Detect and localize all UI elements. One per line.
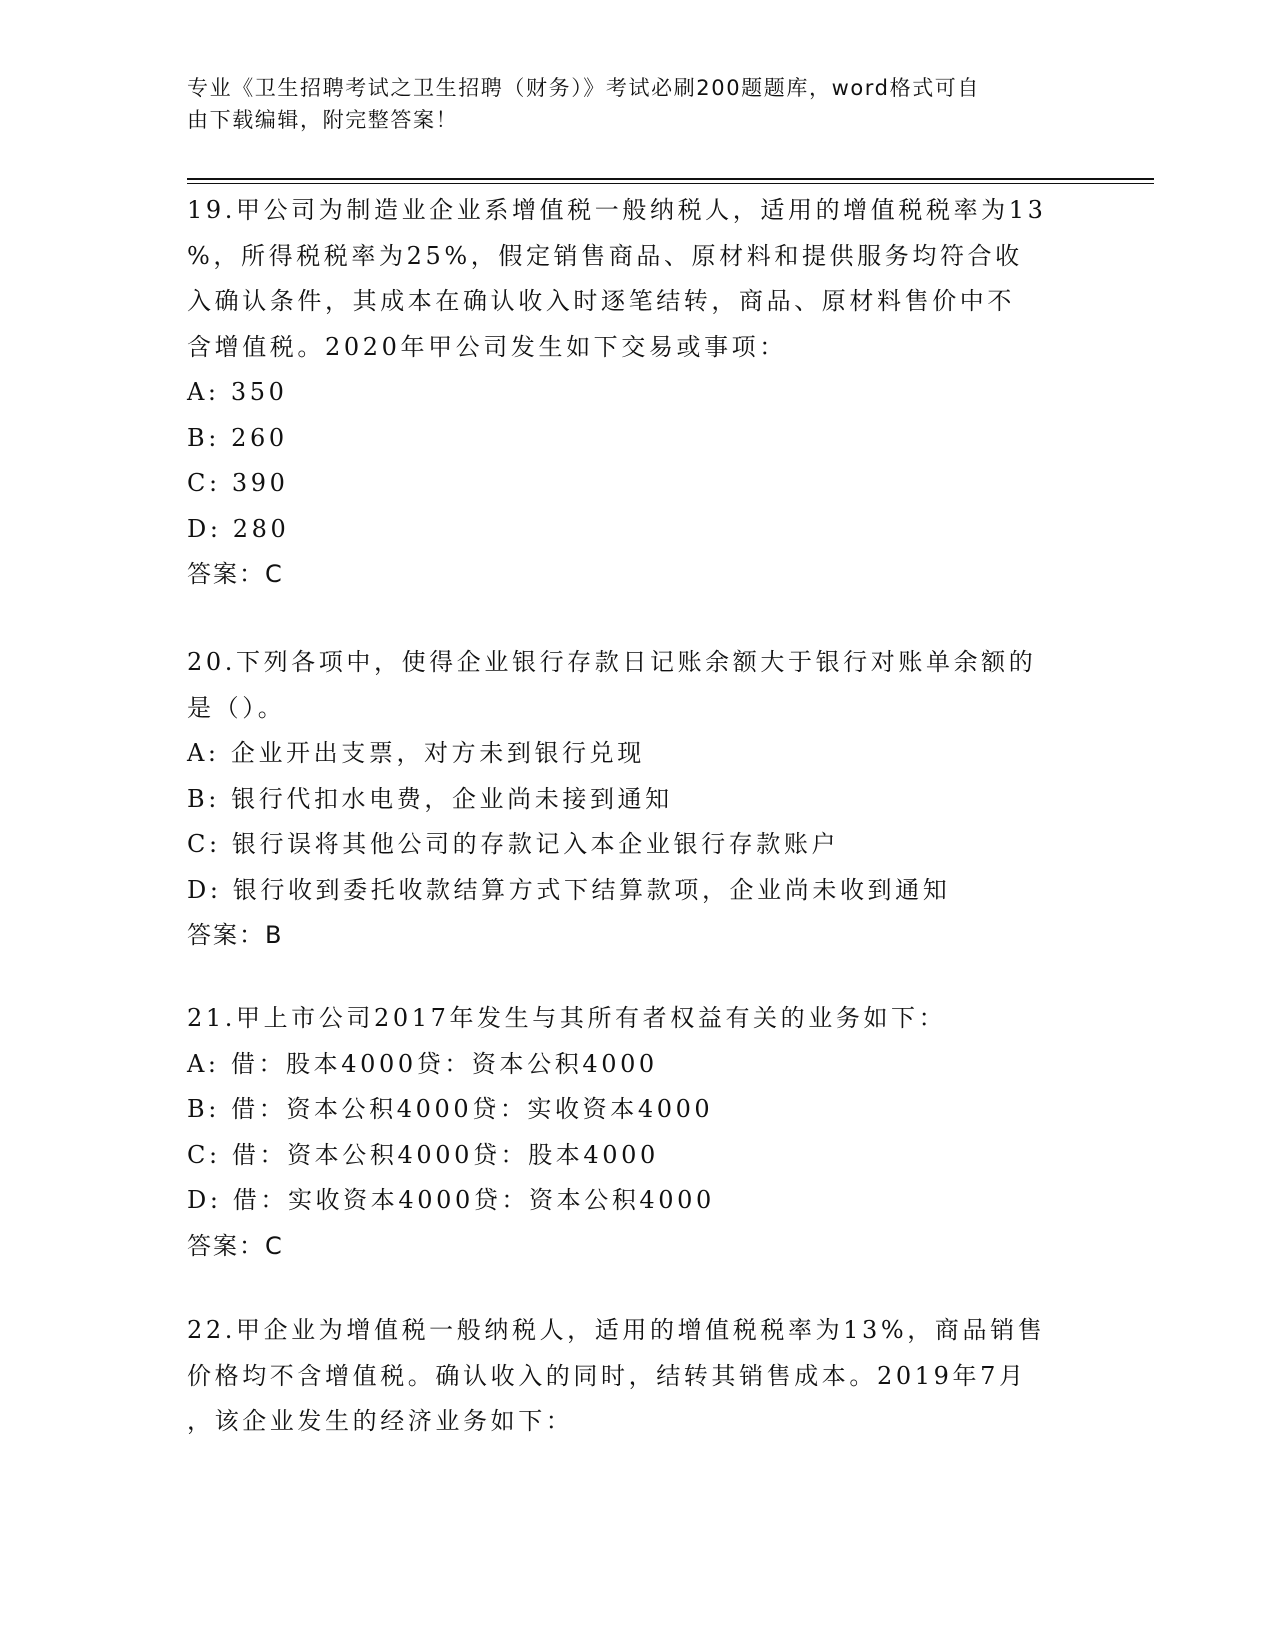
option-b: B: 260	[187, 423, 288, 452]
option-a: A: 企业开出支票，对方未到银行兑现	[187, 739, 645, 767]
question-21	[187, 996, 1087, 1269]
option-d: D: 280	[187, 514, 290, 543]
option-c: C: 银行误将其他公司的存款记入本企业银行存款账户	[187, 830, 840, 858]
answer-text: 答案：C	[187, 1231, 284, 1260]
question-stem-line: %，所得税税率为25%，假定销售商品、原材料和提供服务均符合收	[187, 241, 1023, 270]
answer-text: 答案：B	[187, 921, 284, 949]
question-stem-line: 入确认条件，其成本在确认收入时逐笔结转，商品、原材料售价中不	[187, 287, 1015, 315]
header-divider-thick	[187, 178, 1154, 180]
question-stem-line: 20.下列各项中，使得企业银行存款日记账余额大于银行对账单余额的	[187, 648, 1037, 676]
option-d: D: 银行收到委托收款结算方式下结算款项，企业尚未收到通知	[187, 875, 951, 904]
option-c: C: 390	[187, 469, 289, 497]
option-b: B: 银行代扣水电费，企业尚未接到通知	[187, 784, 673, 813]
question-stem-line: 价格均不含增值税。确认收入的同时，结转其销售成本。2019年7月	[187, 1361, 1027, 1390]
document-header	[187, 72, 1067, 136]
question-22	[187, 1308, 1087, 1445]
question-stem-line: 22.甲企业为增值税一般纳税人，适用的增值税税率为13%，商品销售	[187, 1316, 1046, 1344]
header-divider-thin	[187, 183, 1154, 184]
question-20	[187, 640, 1087, 959]
header-line-2: 由下载编辑，附完整答案！	[187, 108, 459, 132]
question-stem-line: 21.甲上市公司2017年发生与其所有者权益有关的业务如下：	[187, 1004, 947, 1032]
answer-text: 答案：C	[187, 560, 284, 588]
question-stem-line: ，该企业发生的经济业务如下：	[187, 1407, 574, 1435]
option-b: B: 借：资本公积4000贷：实收资本4000	[187, 1095, 714, 1123]
question-stem-line: 是（）。	[187, 693, 286, 722]
option-a: A: 借：股本4000贷：资本公积4000	[187, 1049, 658, 1078]
question-stem-line: 19.甲公司为制造业企业系增值税一般纳税人，适用的增值税税率为13	[187, 196, 1047, 224]
option-c: C: 借：资本公积4000贷：股本4000	[187, 1140, 659, 1169]
question-stem-line: 含增值税。2020年甲公司发生如下交易或事项：	[187, 332, 787, 361]
option-d: D: 借：实收资本4000贷：资本公积4000	[187, 1186, 715, 1214]
option-a: A: 350	[187, 378, 288, 406]
header-line-1: 专业《卫生招聘考试之卫生招聘（财务）》考试必刷200题题库，word格式可自	[187, 76, 980, 100]
question-19	[187, 188, 1087, 598]
